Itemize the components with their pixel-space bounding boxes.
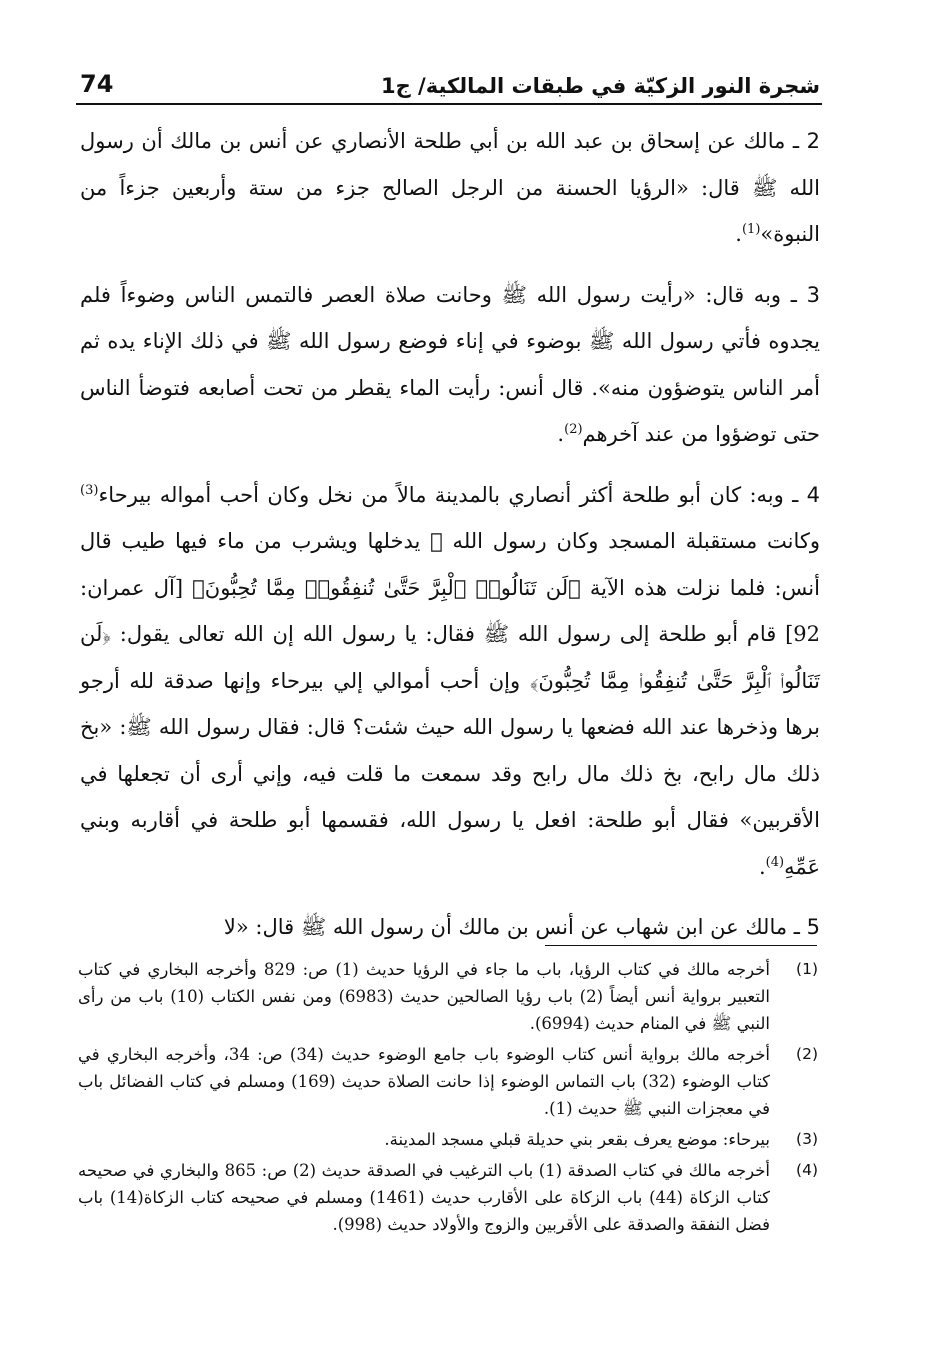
running-title: شجرة النور الزكيّة في طبقات المالكية/ ج1	[380, 74, 820, 98]
hadith-number: 3 ـ	[790, 282, 820, 307]
footnotes	[78, 956, 818, 1242]
footnote-text: أخرجه مالك برواية أنس كتاب الوضوء باب جامع الوضوء حديث (34) ص: 34، وأخرجه البخاري في كتاب الوضوء (32) باب التماس الوضوء إذا حانت الصلاة حديث (169) ومسلم في كتاب الفضائل باب في معجزات النبي ﷺ حديث (1).	[78, 1045, 770, 1118]
footnote-text: أخرجه مالك في كتاب الصدقة (1) باب الترغيب في الصدقة حديث (2) ص: 865 والبخاري في صحيحه كتاب الزكاة (44) باب الزكاة على الأقارب حديث (1461) ومسلم في صحيحه كتاب الزكاة(14) باب فضل النفقة والصدقة على الأقربين والزوج والأولاد حديث (998).	[78, 1161, 770, 1234]
footnote-item	[78, 1126, 818, 1153]
hadith-number: 4 ـ	[792, 482, 821, 507]
footnote-item	[78, 1157, 818, 1238]
hadith-text: وبه قال: «رأيت رسول الله ﷺ وحانت صلاة العصر فالتمس الناس وضوءاً فلم يجدوه فأتي رسول الله ﷺ بوضوء في إناء فوضع رسول الله ﷺ في ذلك الإناء يده ثم أمر الناس يتوضؤون منه». قال أنس: رأيت الماء يقطر من تحت أصابعه فتوضأ الناس حتى توضؤوا من عند آخرهم	[80, 282, 820, 446]
hadith-paragraph	[80, 272, 820, 458]
footnote-reference: (3)	[80, 482, 99, 498]
footnote-reference: (4)	[765, 854, 785, 870]
hadith-tail: .	[557, 422, 565, 446]
header-rule	[76, 103, 822, 105]
footnote-marker: (3)	[796, 1130, 818, 1148]
hadith-text: مالك عن إسحاق بن عبد الله بن أبي طلحة الأنصاري عن أنس بن مالك أن رسول الله ﷺ قال: «الرؤيا الحسنة من الرجل الصالح جزء من ستة وأربعين جزءاً من النبوة»	[80, 129, 820, 246]
footnote-text: أخرجه مالك في كتاب الرؤيا، باب ما جاء في الرؤيا حديث (1) ص: 829 وأخرجه البخاري في كتاب التعبير برواية أنس أيضاً (2) باب رؤيا الصالحين حديث (6983) ومن نفس الكتاب (10) باب من رأى النبي ﷺ في المنام حديث (6994).	[78, 960, 770, 1033]
hadith-number: 2 ـ	[792, 129, 821, 153]
footnote-marker: (2)	[796, 1045, 818, 1063]
hadith-tail: .	[758, 854, 766, 879]
footnote-item	[78, 1041, 818, 1122]
footnote-text: بيرحاء: موضع يعرف بقعر بني حديلة قبلي مسجد المدينة.	[384, 1130, 770, 1149]
hadith-number: 5 ـ	[793, 915, 820, 939]
hadith-text: مالك عن ابن شهاب عن أنس بن مالك أن رسول الله ﷺ قال: «لا	[223, 915, 788, 939]
hadith-tail: .	[735, 222, 742, 246]
hadith-paragraph	[80, 118, 820, 258]
footnote-reference: (2)	[564, 422, 583, 437]
page-header	[80, 58, 820, 98]
hadith-paragraph	[80, 472, 820, 891]
main-text	[80, 118, 820, 951]
footnote-item	[78, 956, 818, 1037]
page-number: 74	[80, 70, 114, 98]
hadith-tail: وكانت مستقبلة المسجد وكان رسول الله ﷺ يدخلها ويشرب من ماء فيها طيب قال أنس: فلما نزلت هذه الآية ﴿لَن تَنَالُوا۟ ٱلْبِرَّ حَتَّىٰ تُنفِقُوا۟ مِمَّا تُحِبُّونَ﴾ [آل عمران: 92] قام أبو طلحة إلى رسول الله ﷺ فقال: يا رسول الله إن الله تعالى يقول: ﴿لَن تَنَالُوا۟ ٱلْبِرَّ حَتَّىٰ تُنفِقُوا۟ مِمَّا تُحِبُّونَ﴾ وإن أحب أموالي إلي بيرحاء وإنها صدقة لله أرجو برها وذخرها عند الله فضعها يا رسول الله حيث شئت؟ قال: فقال رسول الله ﷺ: «بخ ذلك مال رابح، بخ ذلك مال رابح وقد سمعت ما قلت فيه، وإني أرى أن تجعلها في الأقربين» فقال أبو طلحة: افعل يا رسول الله، فقسمها أبو طلحة في أقاربه وبني عَمِّهِ	[80, 529, 820, 879]
hadith-paragraph	[80, 904, 820, 951]
footnote-marker: (1)	[796, 960, 818, 978]
footnote-marker: (4)	[796, 1161, 818, 1179]
hadith-text: وبه: كان أبو طلحة أكثر أنصاري بالمدينة مالاً من نخل وكان أحب أمواله بيرحاء	[98, 482, 784, 507]
footnote-separator	[545, 945, 817, 946]
footnote-reference: (1)	[741, 222, 761, 237]
